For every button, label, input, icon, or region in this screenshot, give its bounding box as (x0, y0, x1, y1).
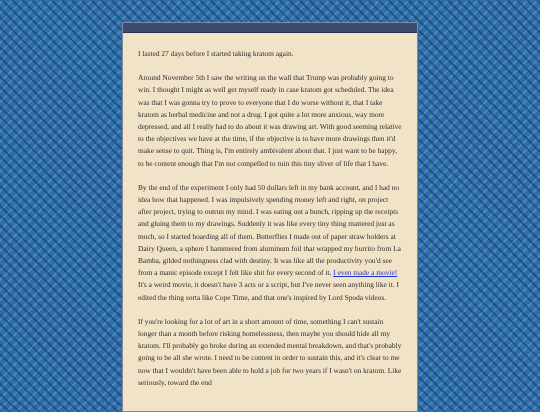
paragraph-3 (138, 182, 402, 304)
paragraph-3-text-b: It's a weird movie, it doesn't have 3 acts or a script, but I've never seen anything like it. I edited the thing sorta like Cope Time, and that one's inspired by Lord Spoda videos. (138, 280, 399, 302)
paragraph-2: Around November 5th I saw the writing on the wall that Trump was probably going to win. I thought I might as well get myself ready in case kratom got scheduled. The idea was that I was gonna try to prove to everyone that I do worse without it, that I take kratom as herbal medicine and not a drug. I got quite a lot more anxious, way more depressed, and all I really had to do about it was drawing art. With good seeming relative to the objectives we have at the time, if the objective is to have more drawings then it'd make sense to quit. Thing is, I'm entirely ambivalent about that. I just want to be happy, to be content enough that I'm not compelled to ruin this tiny sliver of life that I have. (138, 73, 402, 168)
paragraph-3-text-a: By the end of the experiment I only had 50 dollars left in my bank account, and I had no idea how that happened. I was impulsively spending money left and right, on project after project, trying to outrun my mind. I was eating out a bunch, ripping up the receipts and gluing them to my drawings. Suddenly it was like every tiny thing mattered just as much, so I started hoarding all of them. Butterflies I made out of paper straw holders at Dairy Queen, a sphere I hammered from aluminum foil that wrapped my burrito from La Bamba, gilded nothingness clad with destiny. It was like all the productivity you'd see from a manic episode except I felt like shit for every second of it. (138, 182, 401, 278)
post-body (123, 33, 417, 389)
paragraph-1: I lasted 27 days before I started taking kratom again. (138, 49, 294, 58)
blog-post (122, 22, 418, 412)
paragraph-4: If you're looking for a lot of art in a short amount of time, something I can't sustain longer than a month before risking homelessness, then maybe you should hide all my kratom. I'll probably go broke during an extended mental breakdown, and that's probably going to be all she wrote. I need to be content in order to sustain this, and it's clear to me now that I wouldn't have been able to hold a job for two years if I wasn't on kratom. Like seriously, toward the end (138, 316, 402, 387)
movie-link[interactable]: I even made a movie! (333, 268, 398, 278)
post-header-bar (123, 23, 417, 33)
